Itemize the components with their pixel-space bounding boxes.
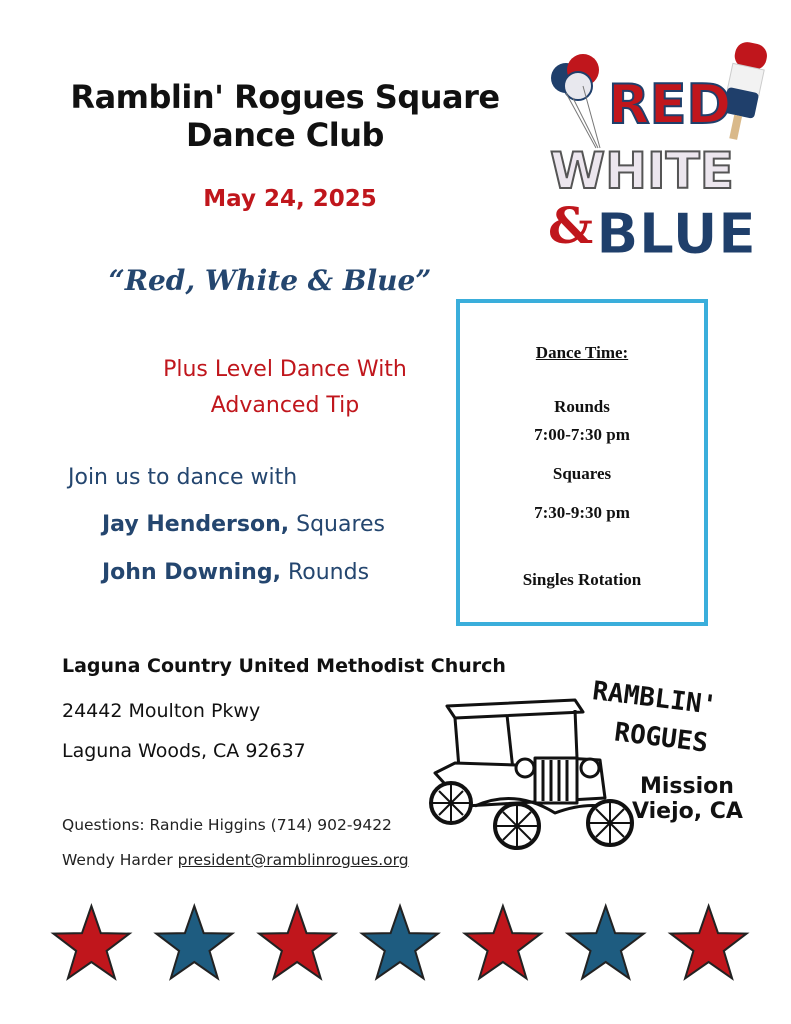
star-teal-icon bbox=[362, 906, 438, 978]
rwb-word-red: RED bbox=[608, 73, 732, 136]
club-logo bbox=[590, 676, 756, 824]
dance-time-heading: Dance Time: bbox=[535, 343, 629, 362]
star-red-icon bbox=[53, 906, 129, 978]
caller-role: Squares bbox=[296, 512, 386, 537]
club-title bbox=[30, 78, 540, 154]
event-theme: “Red, White & Blue” bbox=[108, 264, 432, 297]
star-red-icon bbox=[671, 906, 747, 978]
logo-line-3: Mission bbox=[640, 774, 734, 799]
logo-line-1: RAMBLIN' bbox=[590, 676, 719, 722]
logo-line-4: Viejo, CA bbox=[632, 799, 743, 824]
venue-city: Laguna Woods, CA 92637 bbox=[62, 740, 306, 762]
president-email-link[interactable]: president@ramblinrogues.org bbox=[177, 851, 409, 869]
caller-role: Rounds bbox=[287, 560, 370, 585]
stars-row bbox=[40, 900, 760, 990]
title-line-1: Ramblin' Rogues Square bbox=[70, 78, 500, 116]
dance-level bbox=[130, 352, 440, 424]
level-line-1: Plus Level Dance With bbox=[163, 357, 407, 382]
squares-label: Squares bbox=[552, 464, 612, 483]
star-teal-icon bbox=[156, 906, 232, 978]
venue-name: Laguna Country United Methodist Church bbox=[62, 655, 506, 677]
star-teal-icon bbox=[568, 906, 644, 978]
dance-time-box bbox=[456, 299, 708, 626]
level-line-2: Advanced Tip bbox=[210, 393, 360, 418]
singles-rotation: Singles Rotation bbox=[522, 570, 642, 589]
title-line-2: Dance Club bbox=[186, 116, 384, 154]
rwb-word-blue: BLUE bbox=[596, 202, 757, 267]
president-contact bbox=[62, 851, 409, 869]
event-date: May 24, 2025 bbox=[203, 186, 377, 212]
caller-squares bbox=[102, 512, 442, 537]
venue-street: 24442 Moulton Pkwy bbox=[62, 700, 261, 722]
logo-line-2: ROGUES bbox=[612, 717, 710, 759]
rounds-label: Rounds bbox=[554, 397, 610, 416]
rwb-word-amp: & bbox=[548, 196, 594, 255]
caller-name: Jay Henderson, bbox=[102, 512, 290, 537]
president-name: Wendy Harder bbox=[62, 851, 173, 869]
red-white-blue-graphic bbox=[528, 28, 778, 268]
join-text: Join us to dance with bbox=[68, 465, 298, 490]
balloon-white-icon bbox=[564, 72, 592, 100]
squares-time: 7:30-9:30 pm bbox=[534, 503, 630, 522]
star-red-icon bbox=[465, 906, 541, 978]
rwb-word-white: WHITE bbox=[550, 142, 734, 200]
rounds-time: 7:00-7:30 pm bbox=[534, 425, 630, 444]
questions-contact: Questions: Randie Higgins (714) 902-9422 bbox=[62, 816, 392, 834]
caller-rounds bbox=[102, 560, 442, 585]
star-red-icon bbox=[259, 906, 335, 978]
caller-name: John Downing, bbox=[102, 560, 281, 585]
